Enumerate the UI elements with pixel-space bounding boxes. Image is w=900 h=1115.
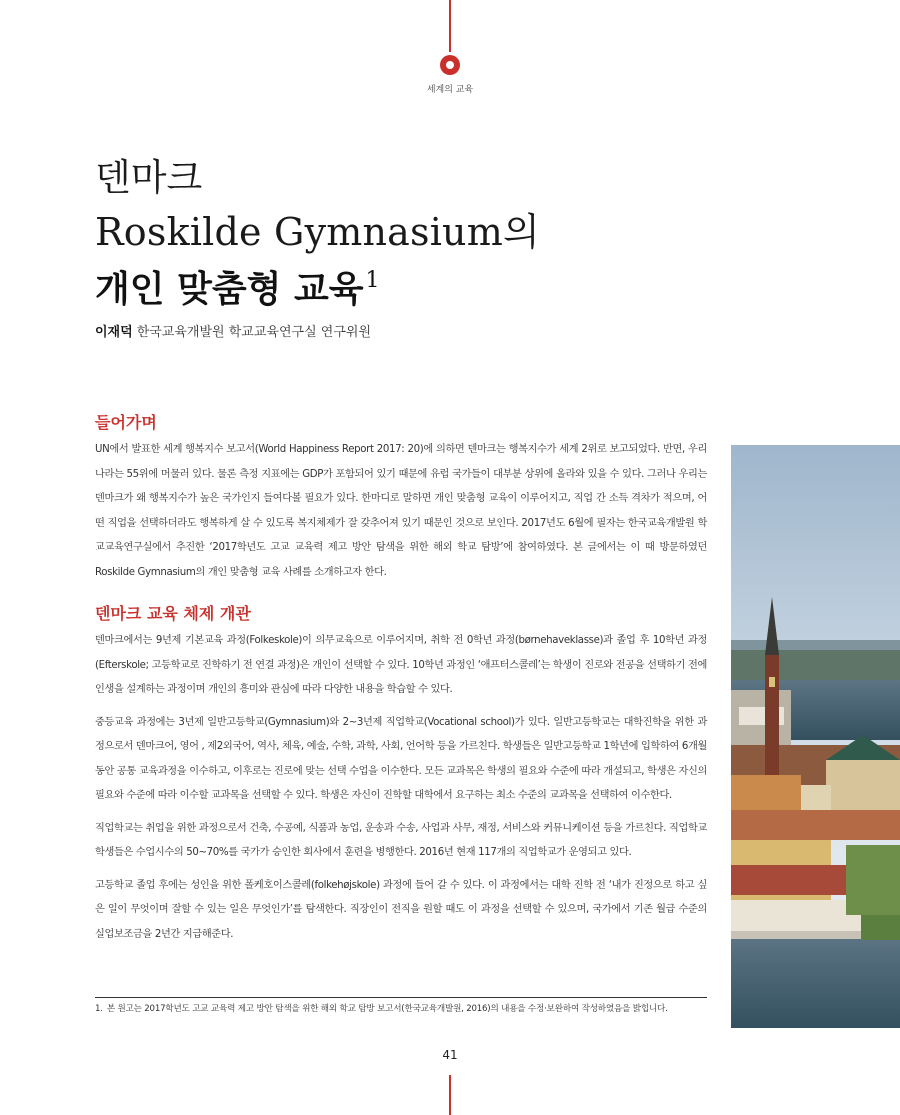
top-divider-line <box>449 0 451 52</box>
section-marker-icon <box>440 55 460 75</box>
title-line-2 <box>95 208 540 256</box>
paragraph: 덴마크에서는 9년제 기본교육 과정(Folkeskole)이 의무교육으로 이루어지며, 취학 전 0학년 과정(børnehaveklasse)과 졸업 후 10학년 과정(Efterskole; 고등학교로 진학하기 전 연결 과정)은 개인이 선택할 수 있다. 10학년 과정인 ‘애프터스콜레’는 학생이 진로와 전공을 선택하기 전에 인생을 설계하는 과정이며 개인의 흥미와 관심에 따라 다양한 내용을 학습할 수 있다. <box>95 635 707 695</box>
section-heading-overview: 덴마크 교육 체제 개관 <box>95 604 251 623</box>
title-footnote-mark: 1 <box>365 268 380 293</box>
bottom-divider-line <box>449 1075 451 1115</box>
author-line <box>95 321 371 340</box>
author-affiliation: 한국교육개발원 학교교육연구실 연구위원 <box>136 325 371 340</box>
paragraph: 직업학교는 취업을 위한 과정으로서 건축, 수공예, 식품과 농업, 운송과 수송, 사업과 사무, 재정, 서비스와 커뮤니케이션 등을 가르친다. 직업학교 학생들은 수업시수의 50~70%를 국가가 승인한 회사에서 훈련을 병행한다. 2016년 현재 117개의 직업학교가 운영되고 있다. <box>95 822 707 858</box>
paragraph: UN에서 발표한 세계 행복지수 보고서(World Happiness Report 2017: 20)에 의하면 덴마크는 행복지수가 세계 2위로 보고되었다. 반면, 우리나라는 55위에 머물러 있다. 물론 측정 지표에는 GDP가 포함되어 있기 때문에 유럽 국가들이 대부분 상위에 올라와 있을 수 있다. 그러나 우리는 덴마크가 왜 행복지수가 높은 국가인지 들여다볼 필요가 있다. 한마디로 말하면 개인 맞춤형 교육이 이루어지고, 직업 간 소득 격차가 적으며, 어떤 직업을 선택하더라도 행복하게 살 수 있도록 복지체제가 잘 갖추어져 있기 때문인 것으로 보인다. 2017년도 6월에 필자는 한국교육개발원 학교교육연구실에서 추진한 ‘2017학년도 고교 교육력 제고 방안 탐색을 위한 해외 학교 탐방’에 참여하였다. 본 글에서는 이 때 방문하였던 Roskilde Gymnasium의 개인 맞춤형 교육 사례를 소개하고자 한다. <box>95 444 707 578</box>
footnote-text: 본 원고는 2017학년도 고교 교육력 제고 방안 탐색을 위한 해외 학교 탐방 보고서(한국교육개발원, 2016)의 내용을 수정·보완하여 작성하였음을 밝힙니다. <box>106 1004 668 1014</box>
author-name: 이재덕 <box>95 325 133 340</box>
section-heading-intro: 들어가며 <box>95 413 157 432</box>
city-photo <box>731 445 900 1028</box>
page-number: 41 <box>442 1048 458 1062</box>
section-label: 세계의 교육 <box>426 85 474 95</box>
footnote-number: 1. <box>95 1004 103 1014</box>
title-latin: Roskilde Gymnasium <box>95 210 503 254</box>
title-korean-particle: 의 <box>502 210 540 254</box>
footnote-divider <box>95 997 707 998</box>
paragraph: 중등교육 과정에는 3년제 일반고등학교(Gymnasium)와 2~3년제 직업학교(Vocational school)가 있다. 일반고등학교는 대학진학을 위한 과정으로서 덴마크어, 영어 , 제2외국어, 역사, 체육, 예술, 수학, 과학, 사회, 언어학 등을 가르친다. 학생들은 일반고등학교 1학년에 입학하여 6개월 동안 공통 교육과정을 이수하고, 이후로는 진로에 맞는 선택 수업을 이수한다. 모든 교과목은 학생의 필요와 수준에 따라 개설되고, 학생은 자신의 필요와 수준에 따라 이수할 교과목을 선택할 수 있다. 학생은 자신이 진학할 대학에서 요구하는 최소 수준의 교과목을 선택하여 이수한다. <box>95 716 707 801</box>
paragraph: 고등학교 졸업 후에는 성인을 위한 폴케호이스콜레(folkehøjskole) 과정에 들어 갈 수 있다. 이 과정에서는 대학 진학 전 ‘내가 진정으로 하고 싶은 일이 무엇이며 잘할 수 있는 일은 무엇인가’를 탐색한다. 직장인이 전직을 원할 때도 이 과정을 선택할 수 있으며, 국가에서 기존 월급 수준의 실업보조금을 2년간 지급해준다. <box>95 879 707 940</box>
footnote <box>95 1003 707 1016</box>
title-emphasis: 개인 맞춤형 교육 <box>95 269 364 310</box>
article-body <box>95 410 707 947</box>
title-line-3 <box>95 258 380 313</box>
title-line-1: 덴마크 <box>95 156 203 199</box>
